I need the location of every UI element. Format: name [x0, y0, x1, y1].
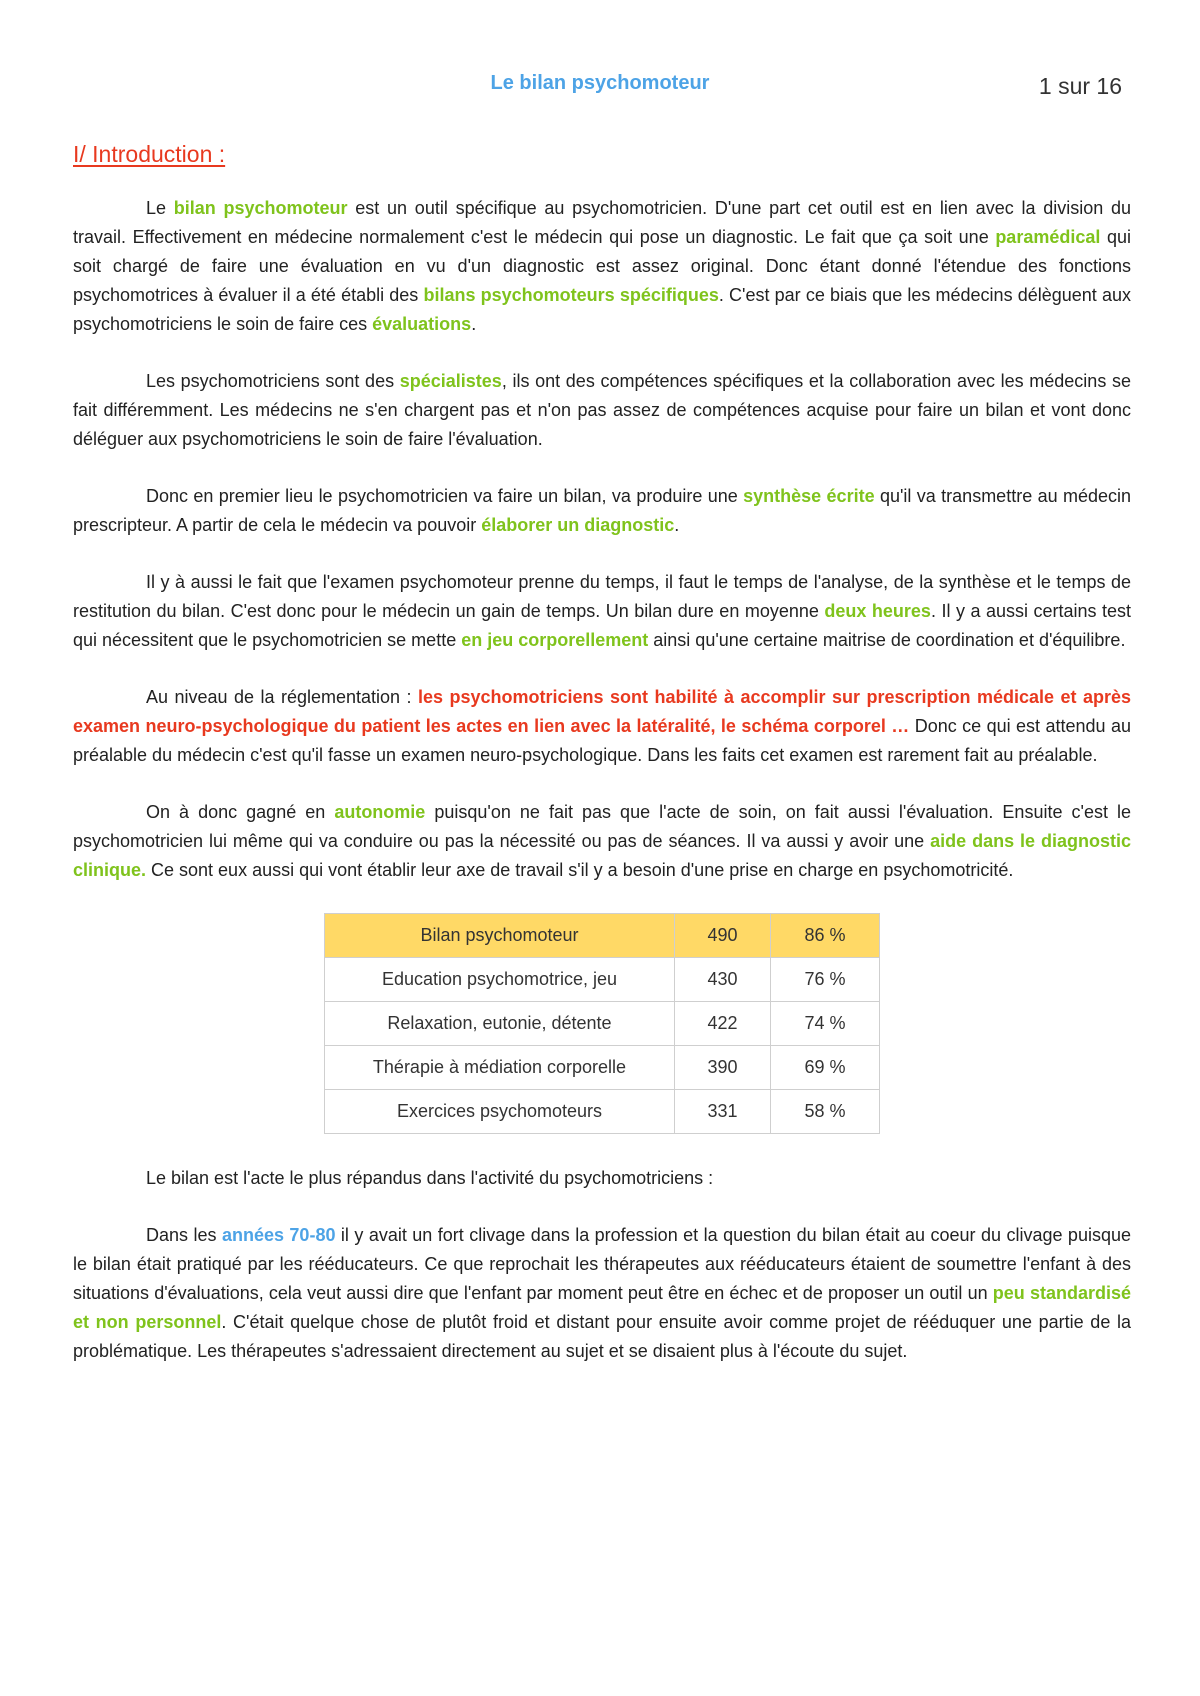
text-run: qu'il va transmettre au médecin prescripteur. A partir de cela le médecin va pouvoir: [73, 486, 1132, 535]
highlighted-term: évaluations: [372, 314, 472, 334]
text-run: Au niveau de la réglementation :: [146, 687, 419, 707]
text-run: il y avait un fort clivage dans la profession et la question du bilan était au coeur du clivage puisque le bilan était pratiqué par les rééducateurs. Ce que reprochait les thérapeutes aux rééducateurs étaient de soumettre l'enfant à des situations d'évaluations, cela veut aussi dire que l'enfant par moment peut être en échec et de proposer un outil un: [73, 1225, 1131, 1303]
paragraphs-after-table: [73, 1164, 1131, 1366]
highlighted-term: aide dans le diagnostic clinique.: [73, 831, 1131, 880]
paragraph: [73, 482, 1131, 540]
section-heading: I/ Introduction :: [73, 141, 226, 167]
text-run: . Il y a aussi certains test qui nécessitent que le psychomotricien se mette: [73, 601, 1132, 650]
text-run: . C'est par ce biais que les médecins délèguent aux psychomotriciens le soin de faire ces: [73, 285, 1131, 334]
row-label: Bilan psychomoteur: [325, 914, 675, 958]
highlighted-term: les psychomotriciens sont habilité à accomplir sur prescription médicale et après examen neuro-psychologique du patient les actes en lien avec la latéralité, le schéma corporel …: [73, 687, 1131, 736]
row-percent: 76 %: [771, 958, 880, 1002]
page-number: 1 sur 16: [1038, 73, 1122, 99]
row-count: 390: [675, 1046, 771, 1090]
highlighted-term: synthèse écrite: [743, 486, 875, 506]
table-row: [325, 1002, 880, 1046]
row-count: 490: [675, 914, 771, 958]
row-percent: 69 %: [771, 1046, 880, 1090]
table-row-highlighted: [325, 914, 880, 958]
text-run: Le: [146, 198, 174, 218]
row-percent: 86 %: [771, 914, 880, 958]
text-run: Donc en premier lieu le psychomotricien va faire un bilan, va produire une: [146, 486, 744, 506]
row-percent: 58 %: [771, 1090, 880, 1134]
text-run: ainsi qu'une certaine maitrise de coordination et d'équilibre.: [648, 630, 1126, 650]
paragraph: [73, 568, 1131, 655]
text-run: Le bilan est l'acte le plus répandus dans l'activité du psychomotriciens :: [146, 1168, 714, 1188]
row-label: Relaxation, eutonie, détente: [325, 1002, 675, 1046]
row-count: 331: [675, 1090, 771, 1134]
highlighted-term: bilans psychomoteurs spécifiques: [423, 285, 719, 305]
row-label: Education psychomotrice, jeu: [325, 958, 675, 1002]
text-run: puisqu'on ne fait pas que l'acte de soin, on fait aussi l'évaluation. Ensuite c'est le psychomotricien lui même qui va conduire ou pas la nécessité ou pas de séances. Il va aussi y avoir une: [73, 802, 1131, 851]
row-count: 430: [675, 958, 771, 1002]
paragraph: [73, 683, 1131, 770]
row-label: Exercices psychomoteurs: [325, 1090, 675, 1134]
text-run: Donc ce qui est attendu au préalable du médecin c'est qu'il fasse un examen neuro-psychologique. Dans les faits cet examen est rarement fait au préalable.: [73, 716, 1131, 765]
highlighted-term: élaborer un diagnostic: [481, 515, 675, 535]
paragraph: [73, 194, 1131, 339]
text-run: Ce sont eux aussi qui vont établir leur axe de travail s'il y a besoin d'une prise en charge en psychomotricité.: [146, 860, 1014, 880]
highlighted-term: peu standardisé et non personnel: [73, 1283, 1131, 1332]
highlighted-term: paramédical: [995, 227, 1101, 247]
highlighted-term: bilan psychomoteur: [173, 198, 348, 218]
document-body: [73, 141, 1131, 1394]
row-count: 422: [675, 1002, 771, 1046]
row-percent: 74 %: [771, 1002, 880, 1046]
paragraph: [73, 1164, 1131, 1193]
highlighted-term: en jeu corporellement: [461, 630, 649, 650]
activity-table: [324, 913, 880, 1134]
table-row: [325, 958, 880, 1002]
text-run: On à donc gagné en: [146, 802, 335, 822]
table-row: [325, 1046, 880, 1090]
text-run: .: [471, 314, 477, 334]
highlighted-term: autonomie: [334, 802, 426, 822]
highlighted-term: années 70-80: [221, 1225, 336, 1245]
paragraph: [73, 1221, 1131, 1366]
text-run: . C'était quelque chose de plutôt froid et distant pour ensuite avoir comme projet de rééduquer une partie de la problématique. Les thérapeutes s'adressaient directement au sujet et se disaient plus à l'écoute du sujet.: [73, 1312, 1132, 1361]
document-title: Le bilan psychomoteur: [490, 72, 710, 94]
text-run: est un outil spécifique au psychomotricien. D'une part cet outil est en lien avec la division du travail. Effectivement en médecine normalement c'est le médecin qui pose un diagnostic. Le fait que ça soit une: [73, 198, 1131, 247]
table-row: [325, 1090, 880, 1134]
paragraphs-before-table: [73, 194, 1131, 885]
text-run: qui soit chargé de faire une évaluation en vu d'un diagnostic est assez original. Donc étant donné l'étendue des fonctions psychomotrices à évaluer il a été établi des: [73, 227, 1131, 305]
highlighted-term: deux heures: [824, 601, 931, 621]
highlighted-term: spécialistes: [399, 371, 502, 391]
paragraph: [73, 798, 1131, 885]
text-run: , ils ont des compétences spécifiques et la collaboration avec les médecins se fait différemment. Les médecins ne s'en chargent pas et n'on pas assez de compétences acquise pour faire un bilan et vont donc déléguer aux psychomotriciens le soin de faire l'évaluation.: [73, 371, 1131, 449]
row-label: Thérapie à médiation corporelle: [325, 1046, 675, 1090]
text-run: .: [674, 515, 680, 535]
text-run: Les psychomotriciens sont des: [146, 371, 400, 391]
text-run: Dans les: [146, 1225, 222, 1245]
paragraph: [73, 367, 1131, 454]
text-run: Il y à aussi le fait que l'examen psychomoteur prenne du temps, il faut le temps de l'analyse, de la synthèse et le temps de restitution du bilan. C'est donc pour le médecin un gain de temps. Un bilan dure en moyenne: [73, 572, 1131, 621]
